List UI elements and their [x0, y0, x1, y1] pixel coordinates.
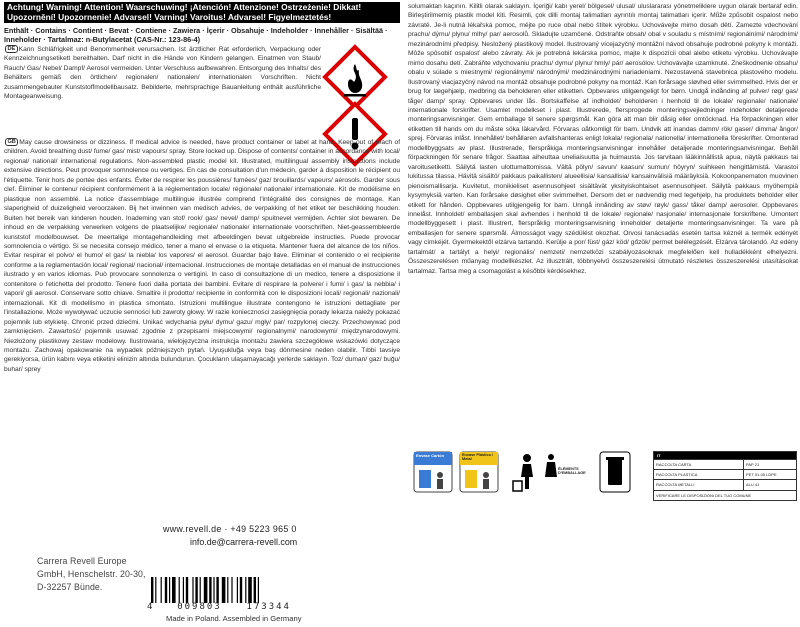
left-safety-text-top: DE Kann Schläfrigkeit und Benommenheit verursachen. Ist ärztlicher Rat erforderlich, Verpackung oder Kennzeichnungsetikett bereithalten. Darf nicht in die Hände von Kindern gelangen. Einatmen von Staub/ Rauch/ Gas/ Nebel/ Dampf/ Aerosol vermeiden. Unter Verschluss aufbewahren. Entsorgung des Inhalts/ des Behälters gemäß den örtlichen/ regionalen/ nationalen/ internationalen Vorschriften. Nicht zusammengebauter Kunststoffmodellbausatz. Bebilderte, mehrsprachige Bauanleitung enthält ausführliche Montageanweisung. — [4, 46, 321, 101]
contents-statement: Enthält · Contains · Contient · Bevat · Contiene · Zawiera · İçerir · Obsahuje · Indeholder · Innehåller · Sisältää · Inneholder · Tartalmaz: n-Butylacetat (CAS-Nr.: 123-86-4) — [4, 26, 388, 45]
barcode-bar — [161, 577, 162, 603]
italy-disposal-table: IT RACCOLTA CARTA PAP 21 RACCOLTA PLASTICA PET 01-05 LDPE RACCOLTA METALLI ALU 41 VERIFICARE LE DISPOSIZIONI DEL TUO COMUNE — [653, 451, 797, 501]
barcode-bar — [195, 577, 197, 603]
envase-plastico-icon: Envase Plástico / Metal — [459, 451, 499, 498]
barcode-bar — [186, 577, 188, 603]
barcode-bar — [258, 577, 259, 603]
barcode-bar — [204, 577, 208, 603]
barcode-digits: 4 009803 173344 — [147, 602, 291, 612]
envase-carton-icon: Envase Cartón — [413, 451, 453, 498]
lang-tag-gb: GB — [5, 138, 18, 146]
lang-tag-de: DE — [5, 45, 18, 53]
right-safety-text: solumaktan kaçının. Kilitli olarak saklayın. İçeriği/ kabı yerel/ bölgesel/ ulusal/ uluslararası yönetmeliklere uygun olarak bertaraf edin. Birleştirilmemiş plastik model kiti. Resimli, çok dilli montaj talimatları ayrıntılı montaj talimatları içerir. Může způsobit ospalost nebo závratě. Je-li nutná lékařská pomoc, mějte po ruce obal nebo štítek výrobku. Uchovávejte mimo dosah dětí. Zamezte vdechování prachu/ dýmu/ plynu/ mlhy/ par/ aerosolů. Skladujte uzamčené. Odstraňte obsah/ obal v souladu s místními/ regionálními/ národními/ mezinárodními předpisy. Nesložený plastikový model. Ilustrovaný vícejazyčný montážní návod obsahuje podrobné pokyny k montáži. Môže spôsobiť ospalosť alebo závraty. Ak je potrebná lekárska pomoc, majte k dispozícii obal alebo etiketu výrobku. Uchovávajte mimo dosahu detí. Zabráňte vdychovaniu prachu/ dymu/ plynu/ hmly/ pár/ aerosólov. Uchovávajte uzamknuté. Zneškodnenie obsahu/ obalu v súlade s miestnymi/ regionálnymi/ národnými/ medzinárodnými nariadeniami. Nezostavená stavebnica plastového modelu. Ilustrovaný viacjazyčný návod na montáž obsahuje podrobné pokyny na montáž. Kan forårsage sløvhed eller svimmelhed. Hvis der er brug for lægehjælp, medbring da beholderen eller etiketten. Opbevares utilgængeligt for børn. Undgå indånding af pulver/ røg/ gas/ tåge/ damp/ spray. Opbevares under lås. Bortskaffelse af indholdet/ beholderen i henhold til de lokale/ regionale/ nationale/ internationale forskrifter. Usamlet modelkset i plast. Illustrerede, flersprogede monteringsvejledninger indeholder detaljerede monteringsanvisninger. Gem emballage til senere spørgsmål. Kan göra att man blir dåsig eller omtöcknad. Ha förpackningen eller etiketten till hands om du måste söka läkarvård. Förvaras oåtkomligt för barn. Undvik att inandas damm/ rök/ gaser/ dimma/ ångor/ sprej. Förvaras inlåst. Innehållet/ behållaren avfallshanteras enligt lokala/ regionala/ nationella/ internationella föreskrifter. Omonterad modellbyggsats av plast. Illustrerade, flerspråkiga monteringsanvisningar innehåller detaljerade monteringsanvisningar. Behåll förpackningen för senare frågor. Saattaa aiheuttaa uneliaisuutta ja huimausta. Jos tarvitaan lääkinnällistä apua, näytä pakkaus tai varoitusetiketti. Säilytä lasten ulottumattomissa. Vältä pölyn/ savun/ kaasun/ sumun/ höyryn/ suihkeen hengittämistä. Varastoi lukitussa tilassa. Hävitä sisältö/ pakkaus paikallisten/ alueellisia/ kansallisia/ kansainvälisiä määräyksiä. Kokoonpanematon muovinen pienoismallisarja. Kuvitetut, monikieliset asennusohjeet sisältävät yksityiskohtaiset asennusohjeet. Säilytä pakkaus myöhempiä kysymyksiä varten. Kan forårsake døsighet eller svimmelhet. Dersom det er nødvendig med legehjelp, ha produktets beholder eller etikett for hånden. Oppbevares utilgjengelig for barn. Unngå innånding av støv/ røyk/ gass/ tåke/ damp/ aerosoler. Oppbevares innelåst. Innholdet/ emballasjen skal avhendes i henhold til de lokale/ regionale/ nasjonale/ internasjonale forskriftene. Umontert modellbyggesett i plast. Illustrert, flerspråklig monteringsanvisning inneholder detaljerte monteringsanvisninger. Ta vare på emballasjen for senere spørsmål. Álmosságot vagy szédülést okozhat. Orvosi tanácsadás esetén tartsa kéznél a termék edényét vagy címkéjét. Gyermekektől elzárva tartandó. Kerülje a por/ füst/ gáz/ köd/ gőzök/ permet belélegzését. Elzárva tárolandó. Az edény tartalmát/ a tartályt a helyi/ regionális/ nemzeti/ nemzetközi szabályozásoknak megfelelően kell hulladékként elhelyezni. Összeszerelésen műanyag modellkészlet. Az illusztrált, többnyelvű összeszerelési útmutató részletes összeszerelési utasításokat tartalmaz. Tartsa meg a csomagolást a későbbi kérdésekhez. — [408, 3, 798, 275]
barcode-bar — [183, 577, 184, 603]
barcode-bar — [254, 577, 256, 603]
barcode-bar — [179, 577, 180, 603]
barcode-bar — [169, 577, 170, 603]
barcode-bar — [155, 577, 156, 603]
left-safety-text-body: GB May cause drowsiness or dizziness. If medical advice is needed, have product container or label at hand. Keep out of reach of children. Avoid breathing dust/ fume/ gas/ mist/ vapours/ spray. Store locked up. Dispose of contents/ container in accordance with local/ regional/ national/ international regulations. Non-assembled plastic model kit. Illustrated, multilingual assembly instructions include extensive directions. Peut provoquer somnolence ou vertiges. En cas de consultation d'un médecin, garder à disposition le récipient ou l'étiquette. Tenir hors de portée des enfants. Éviter de respirer les poussières/ fumées/ gaz/ brouillards/ vapeurs/ aérosols. Garder sous clef. Éliminer le contenu/ récipient conformément à la réglementation locale/ régionale/ nationale/ internationale. Kit de modélisme en plastique non assemblé. La notice d'assemblage multilingue illustrée comprend l'intégralité des consignes de montage. Kan slaperigheid of duizeligheid veroorzaken. Bij het inwinnen van medisch advies, de verpakking of het etiket ter beschikking houden. Buiten het bereik van kinderen houden. Inademing van stof/ rook/ gas/ nevel/ damp/ spuitnevel vermijden. Achter slot bewaren. De inhoud en de verpakking verwerken volgens de plaatselijke/ regionale/ nationale/ internationale voorschriften. Niet-geassembleerde kunststof modelbouwset. De meertalige montagehandleiding met afbeeldingen bevat uitgebreide instructies. Puede provocar somnolencia o vértigo. Si se necesita consejo médico, tener a mano el envase o la etiqueta. Mantener fuera del alcance de los niños. Evitar respirar el polvo/ el humo/ el gas/ la niebla/ los vapores/ el aerosol. Guardar bajo llave. Eliminar el contenido o el recipiente conforme a la reglamentación local/ regional/ nacional/ internacional. Instrucciones de montaje detalladas en el manual de instrucciones ilustrado y en varios idiomas. Può provocare sonnolenza o vertigini. In caso di consultazione di un medico, tenere a disposizione il contenitore o l'etichetta del prodotto. Tenere fuori dalla portata dei bambini. Evitare di respirare la polvere/ i fumi/ i gas/ la nebbia/ i vapori/ gli aerosol. Conservare sotto chiave. Smaltire il prodotto/ recipiente in conformità con le disposizioni locali/ regionali/ nazionali/ internazionali. Kit di modellismo in plastica smontato. Istruzioni multilingue illustrate contengono le istruzioni dettagliate per l'installazione. Może wywoływać uczucie senności lub zawroty głowy. W razie konieczności zasięgnięcia porady lekarza należy pokazać pojemnik lub etykietę. Chronić przed dziećmi. Unikać wdychania pyłu/ dymu/ gazu/ mgły/ par/ rozpylonej cieczy. Przechowywać pod zamknięciem. Zawartość/ pojemnik usuwać zgodnie z przepisami miejscowymi/ regionalnymi/ narodowymi/ międzynarodowymi. Niezłożony plastikowy zestaw modelowy. Ilustrowana, wielojęzyczna instrukcja montażu zawiera szczegółowe wskazówki dotyczące montażu. Zachowaj opakowanie na wypadek późniejszych pytań. Uyuşukluğa veya baş dönmesine neden olabilir. Tıbbi tavsiye gerekiyorsa, ürün kabını veya etiketini elinizin altında bulundurun. Çocukların ulaşamayacağı yerlerde saklayın. Toz/ duman/ gaz/ buğu/ buhar/ sprey — [4, 139, 400, 373]
recycle-bin-icon — [599, 451, 631, 498]
email-address: info.de@carrera-revell.com — [190, 537, 298, 547]
barcode-bar — [172, 577, 176, 603]
barcode-bar — [216, 577, 218, 603]
barcode-bar — [192, 577, 193, 603]
barcode-bar — [237, 577, 238, 603]
made-in-text: Made in Poland. Assembled in Germany — [166, 614, 302, 623]
barcode-bar — [222, 577, 226, 603]
barcode-bar — [209, 577, 211, 603]
website-phone: www.revell.de · +49 5223 965 0 — [163, 524, 297, 534]
barcode-bar — [165, 577, 167, 603]
barcode-bar — [240, 577, 242, 603]
warning-header: Achtung! Warning! Attention! Waarschuwing! ¡Atención! Attenzione! Ostrzeżenie! Dikkat! Upozornění! Upozornenie! Advarsel! Varning! Varoitus! Advarsel! Figyelmeztetés! — [4, 2, 400, 23]
tidyman-icon — [511, 451, 541, 498]
barcode-bar — [248, 577, 252, 603]
barcode-bar — [151, 577, 153, 603]
barcode-bar — [227, 577, 228, 603]
triman-icon: ÉLÉMENTS D'EMBALLAGE — [543, 451, 588, 498]
company-address: Carrera Revell Europe GmbH, Henschelstr. 20-30, D-32257 Bünde. — [37, 556, 146, 592]
barcode-bar — [200, 577, 201, 603]
barcode-bar — [231, 577, 232, 603]
recycling-icons-row — [413, 451, 797, 498]
barcode-bar — [213, 577, 214, 603]
barcode-bar — [245, 577, 246, 603]
